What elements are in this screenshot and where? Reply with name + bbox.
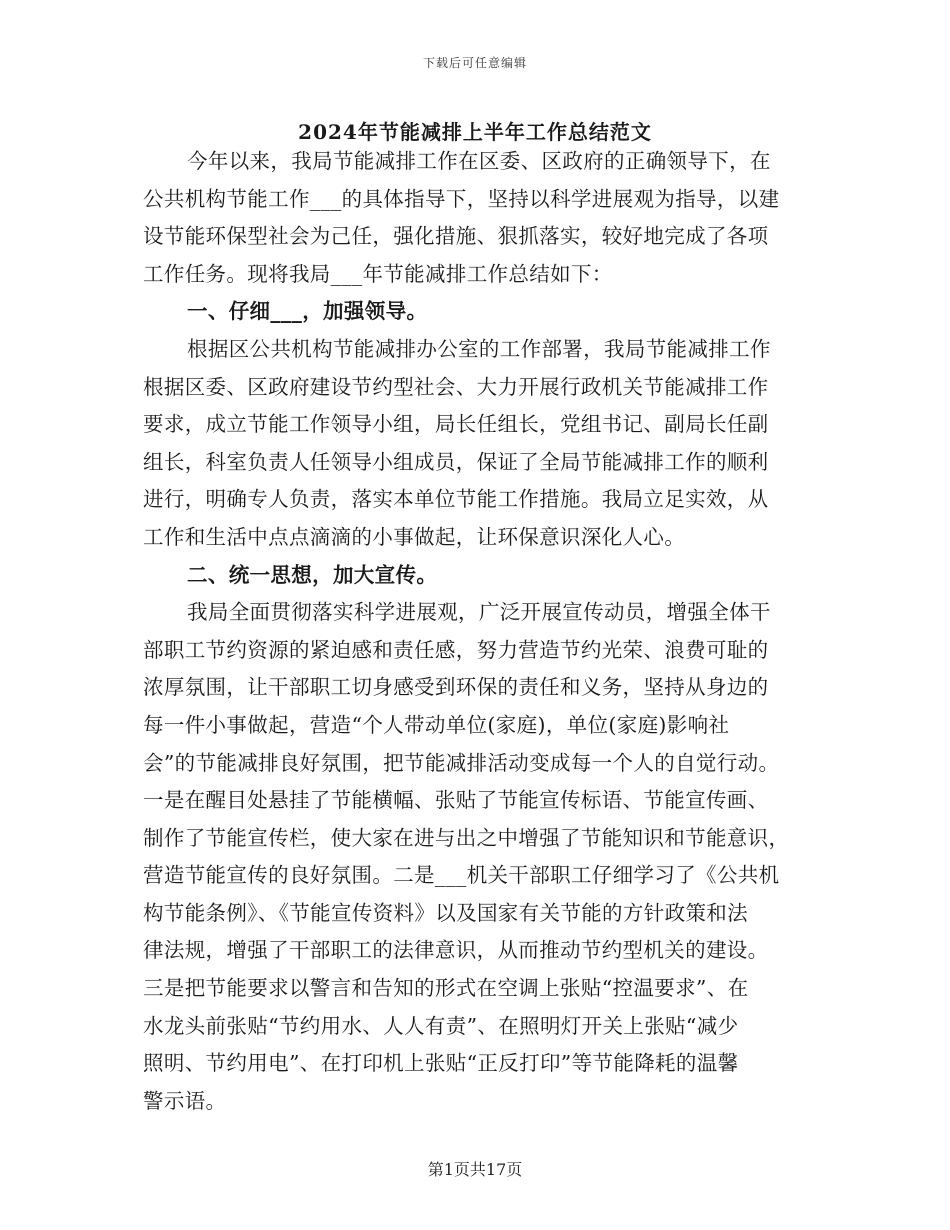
paragraph-line: 三是把节能要求以警言和告知的形式在空调上张贴“控温要求”、在 bbox=[143, 976, 749, 1001]
paragraph-line: 设节能环保型社会为己任，强化措施、狠抓落实，较好地完成了各项 bbox=[143, 224, 769, 249]
paragraph-line: 组长，科室负责人任领导小组成员，保证了全局节能减排工作的顺利 bbox=[143, 449, 769, 474]
paragraph-line: 工作任务。现将我局___年节能减排工作总结如下： bbox=[143, 261, 613, 286]
paragraph-line: 营造节能宣传的良好氛围。二是___机关干部职工仔细学习了《公共机 bbox=[143, 863, 780, 888]
paragraph-line: 进行，明确专人负责，落实本单位节能工作措施。我局立足实效，从 bbox=[143, 487, 769, 512]
paragraph-line: 公共机构节能工作___的具体指导下，坚持以科学进展观为指导，以建 bbox=[143, 186, 780, 211]
paragraph-line: 每一件小事做起，营造“个人带动单位(家庭)，单位(家庭)影响社 bbox=[143, 712, 730, 737]
paragraph-line: 律法规，增强了干部职工的法律意识，从而推动节约型机关的建设。 bbox=[143, 938, 769, 963]
paragraph-line: 构节能条例》、《节能宣传资料》以及国家有关节能的方针政策和法 bbox=[143, 900, 748, 925]
paragraph-line: 警示语。 bbox=[143, 1088, 227, 1113]
section-heading-1: 一、仔细___，加强领导。 bbox=[187, 299, 428, 324]
paragraph-line: 会”的节能减排良好氛围，把节能减排活动变成每一个人的自觉行动。 bbox=[143, 750, 780, 775]
paragraph-line: 水龙头前张贴“节约用水、人人有责”、在照明灯开关上张贴“减少 bbox=[143, 1013, 739, 1038]
paragraph-line: 部职工节约资源的紧迫感和责任感，努力营造节约光荣、浪费可耻的 bbox=[143, 637, 769, 662]
document-title: 2024年节能减排上半年工作总结范文 bbox=[298, 120, 652, 144]
header-note: 下载后可任意编辑 bbox=[422, 56, 527, 70]
paragraph-line: 今年以来，我局节能减排工作在区委、区政府的正确领导下，在 bbox=[187, 149, 771, 173]
page-footer: 第1页共17页 bbox=[427, 1160, 523, 1179]
section-heading-2: 二、统一思想，加大宣传。 bbox=[187, 562, 438, 587]
document-body bbox=[143, 143, 808, 1120]
paragraph-line: 根据区委、区政府建设节约型社会、大力开展行政机关节能减排工作 bbox=[143, 374, 769, 399]
paragraph-line: 一是在醒目处悬挂了节能横幅、张贴了节能宣传标语、节能宣传画、 bbox=[143, 788, 769, 813]
paragraph-line: 我局全面贯彻落实科学进展观，广泛开展宣传动员，增强全体干 bbox=[187, 600, 771, 625]
paragraph-line: 要求，成立节能工作领导小组，局长任组长，党组书记、副局长任副 bbox=[143, 412, 769, 437]
paragraph-line: 制作了节能宣传栏，使大家在进与出之中增强了节能知识和节能意识， bbox=[143, 825, 790, 850]
paragraph-line: 浓厚氛围，让干部职工切身感受到环保的责任和义务，坚持从身边的 bbox=[143, 675, 769, 700]
paragraph-line: 根据区公共机构节能减排办公室的工作部署，我局节能减排工作 bbox=[187, 336, 771, 361]
paragraph-line: 照明、节约用电”、在打印机上张贴“正反打印”等节能降耗的温馨 bbox=[143, 1051, 739, 1076]
paragraph-line: 工作和生活中点点滴滴的小事做起，让环保意识深化人心。 bbox=[143, 524, 686, 549]
